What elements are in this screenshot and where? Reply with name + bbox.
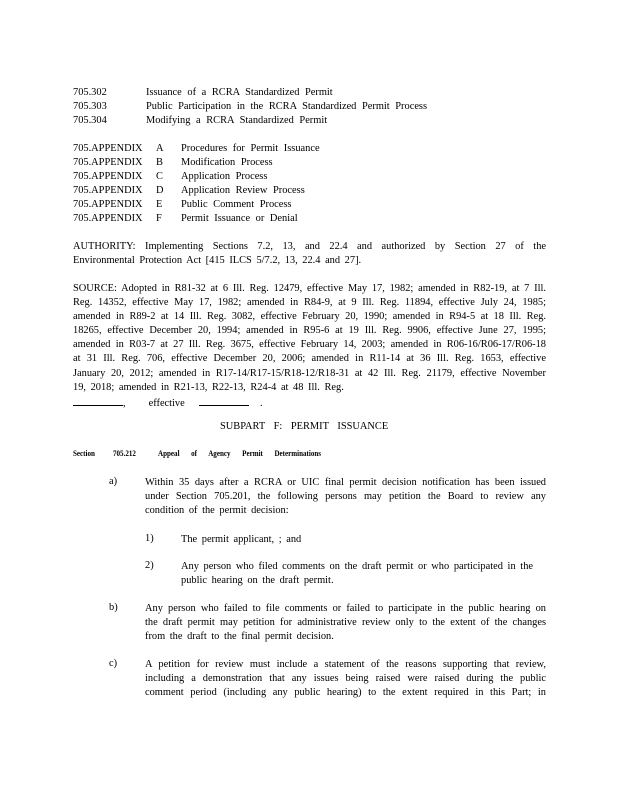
appendix-number: 705.APPENDIX [73,213,143,224]
section-number: 705.212 [113,448,136,458]
authority-note: AUTHORITY: Implementing Sections 7.2, 13, and 22.4 and authorized by Section 27 of the Environmental Protection Act [415 ILCS 5/7.2, 13, 22.4 and 27]. [73,241,546,267]
appendix-letter: D [156,185,164,196]
subsection-text: The permit applicant, ; and [181,534,302,545]
subsection-text: Any person who failed to file comments or failed to participate in the public hearing on the draft permit may petition for administrative review only to the extent of the changes from the draft to the final permit decision. [145,603,546,643]
appendix-number: 705.APPENDIX [73,171,143,182]
appendix-letter: C [156,171,163,182]
toc-title: Modifying a RCRA Standardized Permit [146,115,328,126]
section-label: Section [73,448,95,458]
subsection-text: A petition for review must include a statement of the reasons supporting that review, including a demonstration that any issues being raised were raised during the public comment period (including any public hearing) to the extent required in this Part; in [145,659,546,699]
appendix-title: Application Process [181,171,268,182]
subsection-label: 1) [145,533,154,544]
appendix-title: Procedures for Permit Issuance [181,143,320,154]
appendix-number: 705.APPENDIX [73,185,143,196]
appendix-number: 705.APPENDIX [73,143,143,154]
toc-number: 705.303 [73,101,107,112]
source-blank-date [199,395,249,406]
source-end-period: . [259,397,263,409]
subsection-label: b) [109,602,118,613]
subsection-text: Within 35 days after a RCRA or UIC final permit decision notification has been issued under Section 705.201, the following persons may petition the Board to review any condition of the permit decision: [145,477,546,517]
subsection-label: c) [109,658,118,669]
appendix-letter: E [156,199,163,210]
appendix-title: Public Comment Process [181,199,292,210]
source-note: SOURCE: Adopted in R81-32 at 6 Ill. Reg. 12479, effective May 17, 1982; amended in R82-19, at 7 Ill. Reg. 14352, effective May 17, 1982; amended in R84-9, at 9 Ill. Reg. 11894, effective July 24, 1985; amended in R89-2 at 14 Ill. Reg. 3082, effective February 20, 1990; amended in R94-5 at 18 Ill. Reg. 18265, effective December 20, 1994; amended in R95-6 at 19 Ill. Reg. 9906, effective June 27, 1995; amended in R03-7 at 27 Ill. Reg. 3675, effective February 14, 2003; amended in R06-16/R06-17/R06-18 at 31 Ill. Reg. 706, effective December 20, 2006; amended in R11-14 at 36 Ill. Reg. 1653, effective January 20, 2012; amended in R17-14/R17-15/R18-12/R18-31 at 42 Ill. Reg. 21179, effective November 19, 2018; amended in R21-13, R22-13, R24-4 at 48 Ill. Reg. , effective . [73,283,546,409]
appendix-title: Modification Process [181,157,273,168]
source-blank-register [73,395,123,406]
appendix-number: 705.APPENDIX [73,199,143,210]
section-title: Appeal of Agency Permit Determinations [158,448,322,458]
subsection-label: a) [109,476,118,487]
appendix-letter: B [156,157,163,168]
subpart-heading: SUBPART F: PERMIT ISSUANCE [220,421,389,432]
appendix-letter: A [156,143,164,154]
toc-number: 705.302 [73,87,107,98]
appendix-letter: F [156,213,162,224]
subsection-label: 2) [145,560,154,571]
toc-title: Public Participation in the RCRA Standardized Permit Process [146,101,428,112]
toc-title: Issuance of a RCRA Standardized Permit [146,87,333,98]
appendix-number: 705.APPENDIX [73,157,143,168]
source-effective-label: effective [148,397,185,409]
appendix-title: Application Review Process [181,185,305,196]
appendix-title: Permit Issuance or Denial [181,213,298,224]
subsection-text: Any person who filed comments on the draft permit or who participated in the public hearing on the draft permit. [181,561,533,587]
source-text: SOURCE: Adopted in R81-32 at 6 Ill. Reg. 12479, effective May 17, 1982; amended in R82-19, at 7 Ill. Reg. 14352, effective May 17, 1982; amended in R84-9, at 9 Ill. Reg. 11894, effective July 24, 1985; amended in R89-2 at 14 Ill. Reg. 3082, effective February 20, 1990; amended in R94-5 at 18 Ill. Reg. 18265, effective December 20, 1994; amended in R95-6 at 19 Ill. Reg. 9906, effective June 27, 1995; amended in R03-7 at 27 Ill. Reg. 3675, effective February 14, 2003; amended in R06-16/R06-17/R06-18 at 31 Ill. Reg. 706, effective December 20, 2006; amended in R11-14 at 36 Ill. Reg. 1653, effective January 20, 2012; amended in R17-14/R17-15/R18-12/R18-31 at 42 Ill. Reg. 21179, effective November 19, 2018; amended in R21-13, R22-13, R24-4 at 48 Ill. Reg. [73,283,546,393]
toc-number: 705.304 [73,115,107,126]
